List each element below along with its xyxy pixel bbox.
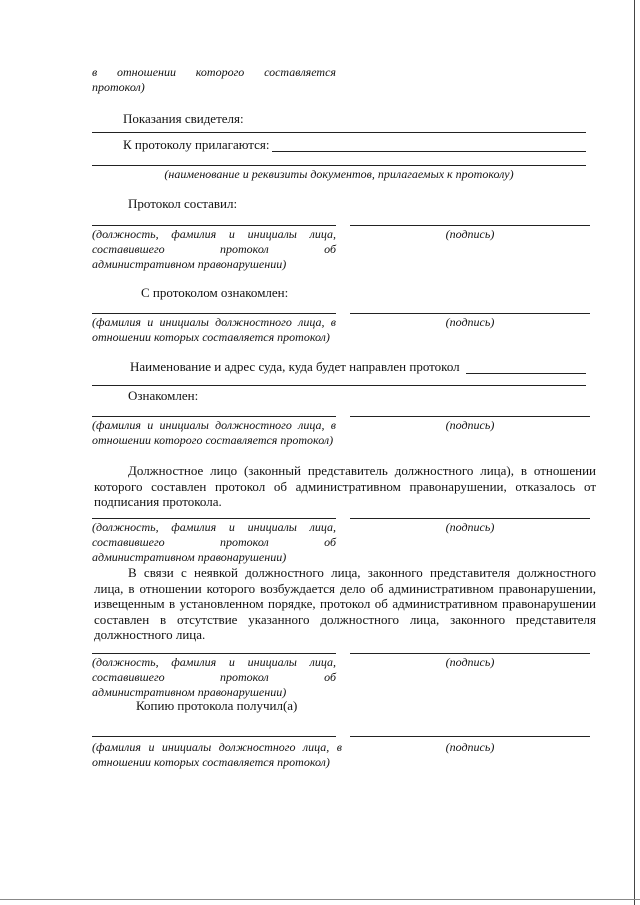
witness-line: [92, 132, 586, 133]
person-caption-2: (фамилия и инициалы должностного лица, в отношении которого составляется протокол): [92, 418, 336, 447]
officer-caption-1: (должность, фамилия и инициалы лица, составившего протокол об административном правонарушении): [92, 227, 336, 271]
signature-line-5[interactable]: [350, 653, 590, 654]
acquainted2-label: Ознакомлен:: [128, 388, 199, 403]
signature-line-3[interactable]: [350, 416, 590, 417]
person-caption-1: (фамилия и инициалы должностного лица, в отношении которых составляется протокол): [92, 315, 336, 344]
signature-caption-6: (подпись): [445, 740, 495, 754]
signature-line-2[interactable]: [350, 313, 590, 314]
signature-caption-1: (подпись): [445, 227, 495, 241]
signature-caption-2: (подпись): [445, 315, 495, 329]
attachments-line-2[interactable]: [92, 165, 586, 166]
attachments-caption: (наименование и реквизиты документов, прилагаемых к протоколу): [164, 167, 514, 181]
officer-sig-line-1[interactable]: [92, 225, 336, 226]
officer-caption-3: (должность, фамилия и инициалы лица, составившего протокол об административном правонарушении): [92, 655, 336, 699]
person-sig-line-1[interactable]: [92, 313, 336, 314]
court-input-line[interactable]: [466, 373, 586, 374]
acquainted-label: С протоколом ознакомлен:: [141, 285, 289, 300]
signature-caption-5: (подпись): [445, 655, 495, 669]
absence-paragraph: В связи с неявкой должностного лица, законного представителя должностного лица, в отношении которого возбуждается дело об административном правонарушении, извещенным в установленном порядке, протокол об административном правонарушении составлен в отсутствие указанного должностного лица, законного представителя должностного лица.: [94, 565, 596, 642]
attachments-input-line[interactable]: [272, 151, 586, 152]
compiled-label: Протокол составил:: [128, 196, 238, 211]
court-line-2[interactable]: [92, 385, 586, 386]
signature-line-4[interactable]: [350, 518, 590, 519]
signature-caption-4: (подпись): [445, 520, 495, 534]
signature-line-1[interactable]: [350, 225, 590, 226]
officer-sig-line-3[interactable]: [92, 653, 336, 654]
officer-caption-2: (должность, фамилия и инициалы лица, составившего протокол об административном правонарушении): [92, 520, 336, 564]
person-caption-3: (фамилия и инициалы должностного лица, в отношении которых составляется протокол): [92, 740, 342, 769]
scan-bottom-edge: [0, 899, 640, 900]
copy-received-label: Копию протокола получил(а): [136, 698, 298, 713]
signature-caption-3: (подпись): [445, 418, 495, 432]
attachments-label: К протоколу прилагаются:: [123, 137, 270, 152]
court-label: Наименование и адрес суда, куда будет направлен протокол: [130, 359, 460, 374]
refusal-paragraph: Должностное лицо (законный представитель должностного лица), в отношении которого составлен протокол об административном правонарушении, отказалось от подписания протокола.: [94, 463, 596, 509]
person-sig-line-3[interactable]: [92, 736, 336, 737]
top-note: в отношении которого составляется протокол): [92, 65, 336, 94]
officer-sig-line-2[interactable]: [92, 518, 336, 519]
scan-right-edge: [634, 0, 635, 905]
person-sig-line-2[interactable]: [92, 416, 336, 417]
witness-label: Показания свидетеля:: [123, 111, 244, 126]
signature-line-6[interactable]: [350, 736, 590, 737]
